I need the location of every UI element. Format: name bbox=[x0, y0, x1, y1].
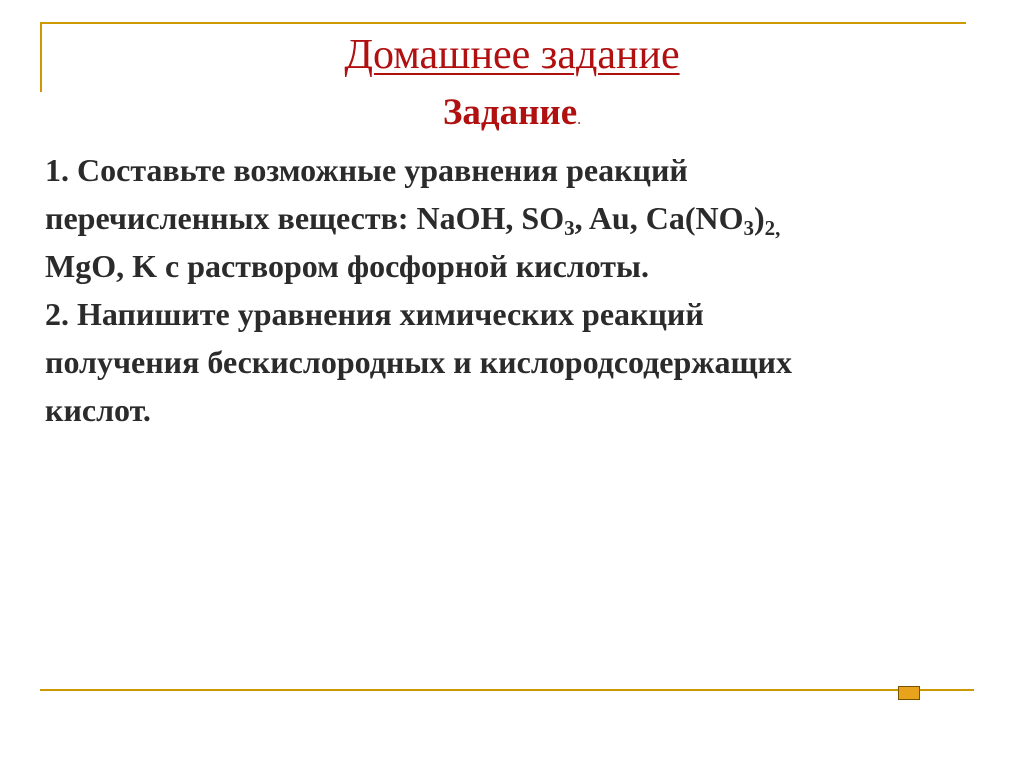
paren-close: ) bbox=[753, 200, 765, 236]
slide-marker-square bbox=[898, 686, 920, 700]
task-2-line-3: кислот. bbox=[45, 392, 151, 428]
slide-subtitle bbox=[0, 88, 1024, 145]
so3-subscript: 3 bbox=[564, 216, 575, 240]
subtitle-period: . bbox=[577, 111, 582, 128]
task-2-line-1: 2. Напишите уравнения химических реакций bbox=[45, 296, 704, 332]
top-border-line bbox=[40, 22, 966, 24]
subtitle-text: Задание bbox=[442, 92, 578, 133]
ca-subscript: 2, bbox=[764, 216, 781, 240]
task-2-line-2: получения бескислородных и кислородсодержащих bbox=[45, 344, 792, 380]
task-1-paragraph bbox=[45, 146, 995, 290]
no3-subscript: 3 bbox=[743, 216, 754, 240]
task-1-line-3: MgO, K с раствором фосфорной кислоты. bbox=[45, 248, 649, 284]
task-1-line-2-start: перечисленных веществ: NaOH, SO bbox=[45, 200, 565, 236]
slide-title: Домашнее задание bbox=[344, 32, 680, 78]
task-2-paragraph bbox=[45, 290, 995, 434]
task-1-line-2-mid: , Au, Ca(NO bbox=[574, 200, 744, 236]
task-1-line-1: 1. Составьте возможные уравнения реакций bbox=[45, 152, 688, 188]
bottom-border-line bbox=[40, 689, 974, 691]
